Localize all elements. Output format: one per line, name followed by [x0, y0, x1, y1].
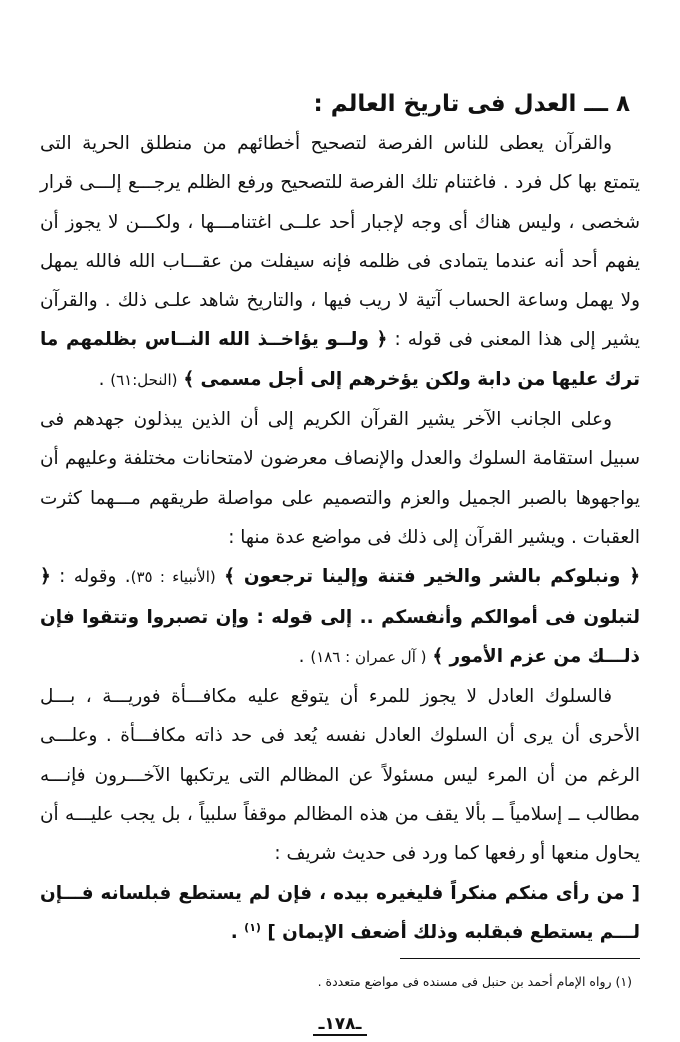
- quran-quote-anbiya: ﴿ ونبلوكم بالشر والخير فتنة وإلينا ترجعون ﴾: [224, 566, 640, 588]
- citation-al-imran: ( آل عمران : ١٨٦): [310, 647, 427, 666]
- hadith-quote: [40, 874, 640, 953]
- footnote-reference: (١): [244, 920, 261, 934]
- paragraph-4: [40, 677, 640, 873]
- section-heading: ٨ ـــ العدل فى تاريخ العالم :: [313, 91, 630, 117]
- paragraph-3-end: .: [298, 645, 311, 667]
- paragraph-3: [40, 557, 640, 677]
- paragraph-1-text: والقرآن يعطى للناس الفرصة لتصحيح أخطائهم من منطلق الحرية التى يتمتع بها كل فرد . فاغتنام تلك الفرصة للتصحيح ورفع الظلم يرجـــع إلـــى قرار شخصى ، وليس هناك أى وجه لإجبار أحد علــى اغتنامـــها ، ولكـــن لا يجوز أن يفهم أحد أنه عندما يتمادى فى ظلمه فإنه سيفلت من عقـــاب الله فالله يمهل ولا يهمل وساعة الحساب آتية لا ريب فيها ، والتاريخ شاهد علـى ذلك . والقرآن يشير إلى هذا المعنى فى قوله :: [40, 133, 640, 351]
- quran-quote-nahl: ﴿ ولــو يؤاخــذ الله النــاس بظلمهم ما ترك عليها من دابة ولكن يؤخرهم إلى أجل مسمى ﴾: [40, 329, 640, 390]
- paragraph-1-end: .: [98, 368, 111, 390]
- citation-nahl: (النحل:٦١): [110, 370, 178, 389]
- footnote: (١) رواه الإمام أحمد بن حنبل فى مسنده فى مواضع متعددة .: [317, 974, 632, 989]
- page-number-container: [0, 1014, 680, 1034]
- paragraph-4-text: فالسلوك العادل لا يجوز للمرء أن يتوقع عليه مكافـــأة فوريـــة ، بـــل الأحرى أن يرى أن السلوك العادل نفسه يُعد فى حد ذاته مكافـــأة . وعلـــى الرغم من أن المرء ليس مسئولاً عن المظالم التى يرتكبها الآخـــرون فإنـــه مطالب ــ إسلامياً ــ بألا يقف من هذه المظالم موقفاً سلبياً ، بل يجب عليـــه أن يحاول منعها أو رفعها كما ورد فى حديث شريف :: [40, 686, 640, 865]
- paragraph-1: [40, 124, 640, 400]
- hadith-text: [ من رأى منكم منكراً فليغيره بيده ، فإن لم يستطع فبلسانه فـــإن لـــم يستطع فبقلبه وذلك أضعف الإيمان ]: [40, 882, 640, 943]
- paragraph-2-text: وعلى الجانب الآخر يشير القرآن الكريم إلى أن الذين يبذلون جهدهم فى سبيل استقامة السلوك والعدل والإنصاف معرضون لامتحانات مختلفة وعليهم أن يواجهوها بالصبر الجميل والعزم والتصميم على مواصلة طريقهم مـــهما كثرت العقبات . ويشير القرآن إلى ذلك فى مواضع عدة منها :: [40, 409, 640, 548]
- hadith-end: .: [230, 921, 245, 943]
- quote-connector: . وقوله :: [59, 566, 131, 588]
- paragraph-2: [40, 400, 640, 557]
- page-number: ـ١٧٨ـ: [313, 1014, 368, 1036]
- footnote-divider: [400, 958, 640, 959]
- citation-anbiya: (الأنبياء : ٣٥): [130, 568, 216, 587]
- quran-quote-al-imran: ﴿ لتبلون فى أموالكم وأنفسكم .. إلى قوله : وإن تصبروا وتتقوا فإن ذلـــك من عزم الأمور ﴾: [40, 566, 640, 667]
